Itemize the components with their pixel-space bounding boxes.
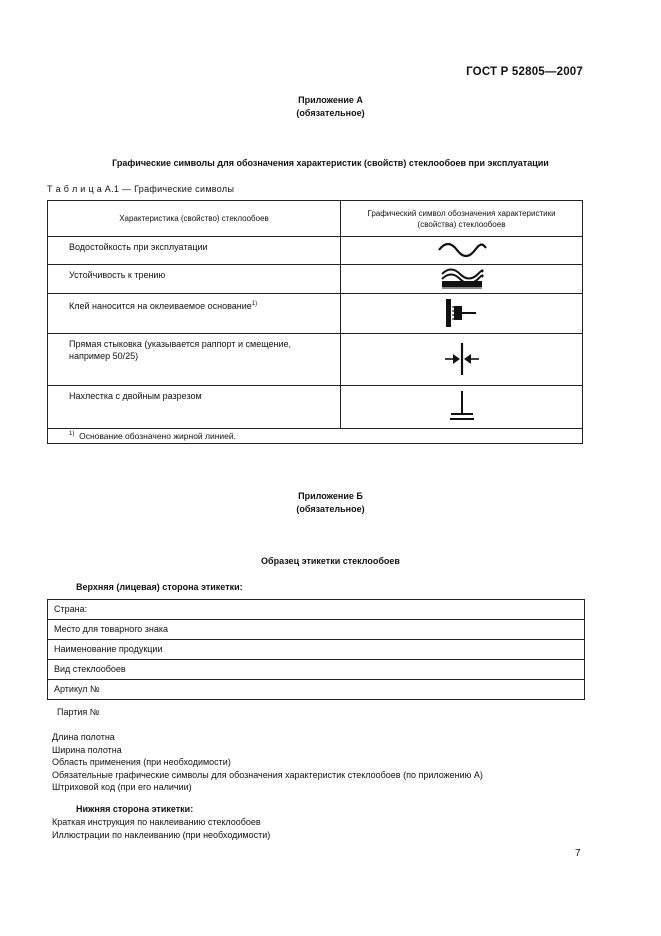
characteristic-text: Клей наносится на оклеиваемое основание [69,301,252,311]
label-line: Длина полотна [52,732,115,742]
table-row [48,386,583,429]
symbol-cell [341,237,583,265]
appendix-a-heading: Графические символы для обозначения характеристик (свойств) стеклообоев при эксплуатации [112,158,549,168]
party-line: Партия № [57,707,100,717]
table-header-row [48,201,583,237]
butt-joint-icon [444,342,480,376]
column-header: Характеристика (свойство) стеклообоев [48,201,341,237]
footnote-mark: 1) [69,431,75,437]
label-line: Иллюстрации по наклеиванию (при необходимости) [52,829,271,840]
footnote-cell [48,429,583,444]
table-row [48,237,583,265]
label-row-article: Артикул № [48,680,584,700]
label-sample-box [47,599,585,700]
label-row-trademark: Место для товарного знака [48,620,584,640]
appendix-a-status: (обязательное) [296,108,365,118]
label-line: Штриховой код (при его наличии) [52,782,192,792]
adhesive-base-icon [444,298,480,328]
symbol-cell [341,334,583,386]
column-header: Графический символ обозначения характеристики (свойства) стеклообоев [341,201,583,237]
symbols-table [47,200,583,444]
label-lines [52,731,483,794]
page-number: 7 [575,848,581,859]
label-top-side-heading: Верхняя (лицевая) сторона этикетки: [76,582,243,592]
appendix-b-title: Приложение Б [298,491,363,501]
label-row-country: Страна: [48,600,584,620]
footnote-text: Основание обозначено жирной линией. [79,431,237,441]
appendix-b-status: (обязательное) [296,504,365,514]
table-row [48,265,583,294]
friction-icon [440,267,484,289]
footnote-row [48,429,583,444]
characteristic-cell: Прямая стыковка (указывается раппорт и смещение, например 50/25) [48,334,341,386]
double-cut-icon [447,390,477,422]
characteristic-cell: Водостойкость при эксплуатации [48,237,341,265]
characteristic-cell: Устойчивость к трению [48,265,341,294]
standard-number: ГОСТ Р 52805—2007 [466,66,583,78]
label-bottom-side-heading: Нижняя сторона этикетки: [76,804,194,814]
table-row [48,334,583,386]
label-row-product-name: Наименование продукции [48,640,584,660]
table-row [48,294,583,334]
symbol-cell [341,265,583,294]
characteristic-cell: Нахлестка с двойным разрезом [48,386,341,429]
label-row-type: Вид стеклообоев [48,660,584,680]
footnote-ref: 1) [251,301,258,307]
characteristic-cell [48,294,341,334]
table-caption: Т а б л и ц а А.1 — Графические символы [47,184,235,194]
label-line: Область применения (при необходимости) [52,757,231,767]
appendix-a-title: Приложение А [298,95,363,105]
appendix-b-heading: Образец этикетки стеклообоев [261,556,400,566]
wave-icon [436,241,488,259]
symbol-cell [341,386,583,429]
label-line: Краткая инструкция по наклеиванию стеклообоев [52,817,261,827]
label-line: Обязательные графические символы для обозначения характеристик стеклообоев (по приложению А) [52,769,483,780]
symbol-cell [341,294,583,334]
bottom-lines [52,816,270,841]
label-line: Ширина полотна [52,744,122,755]
